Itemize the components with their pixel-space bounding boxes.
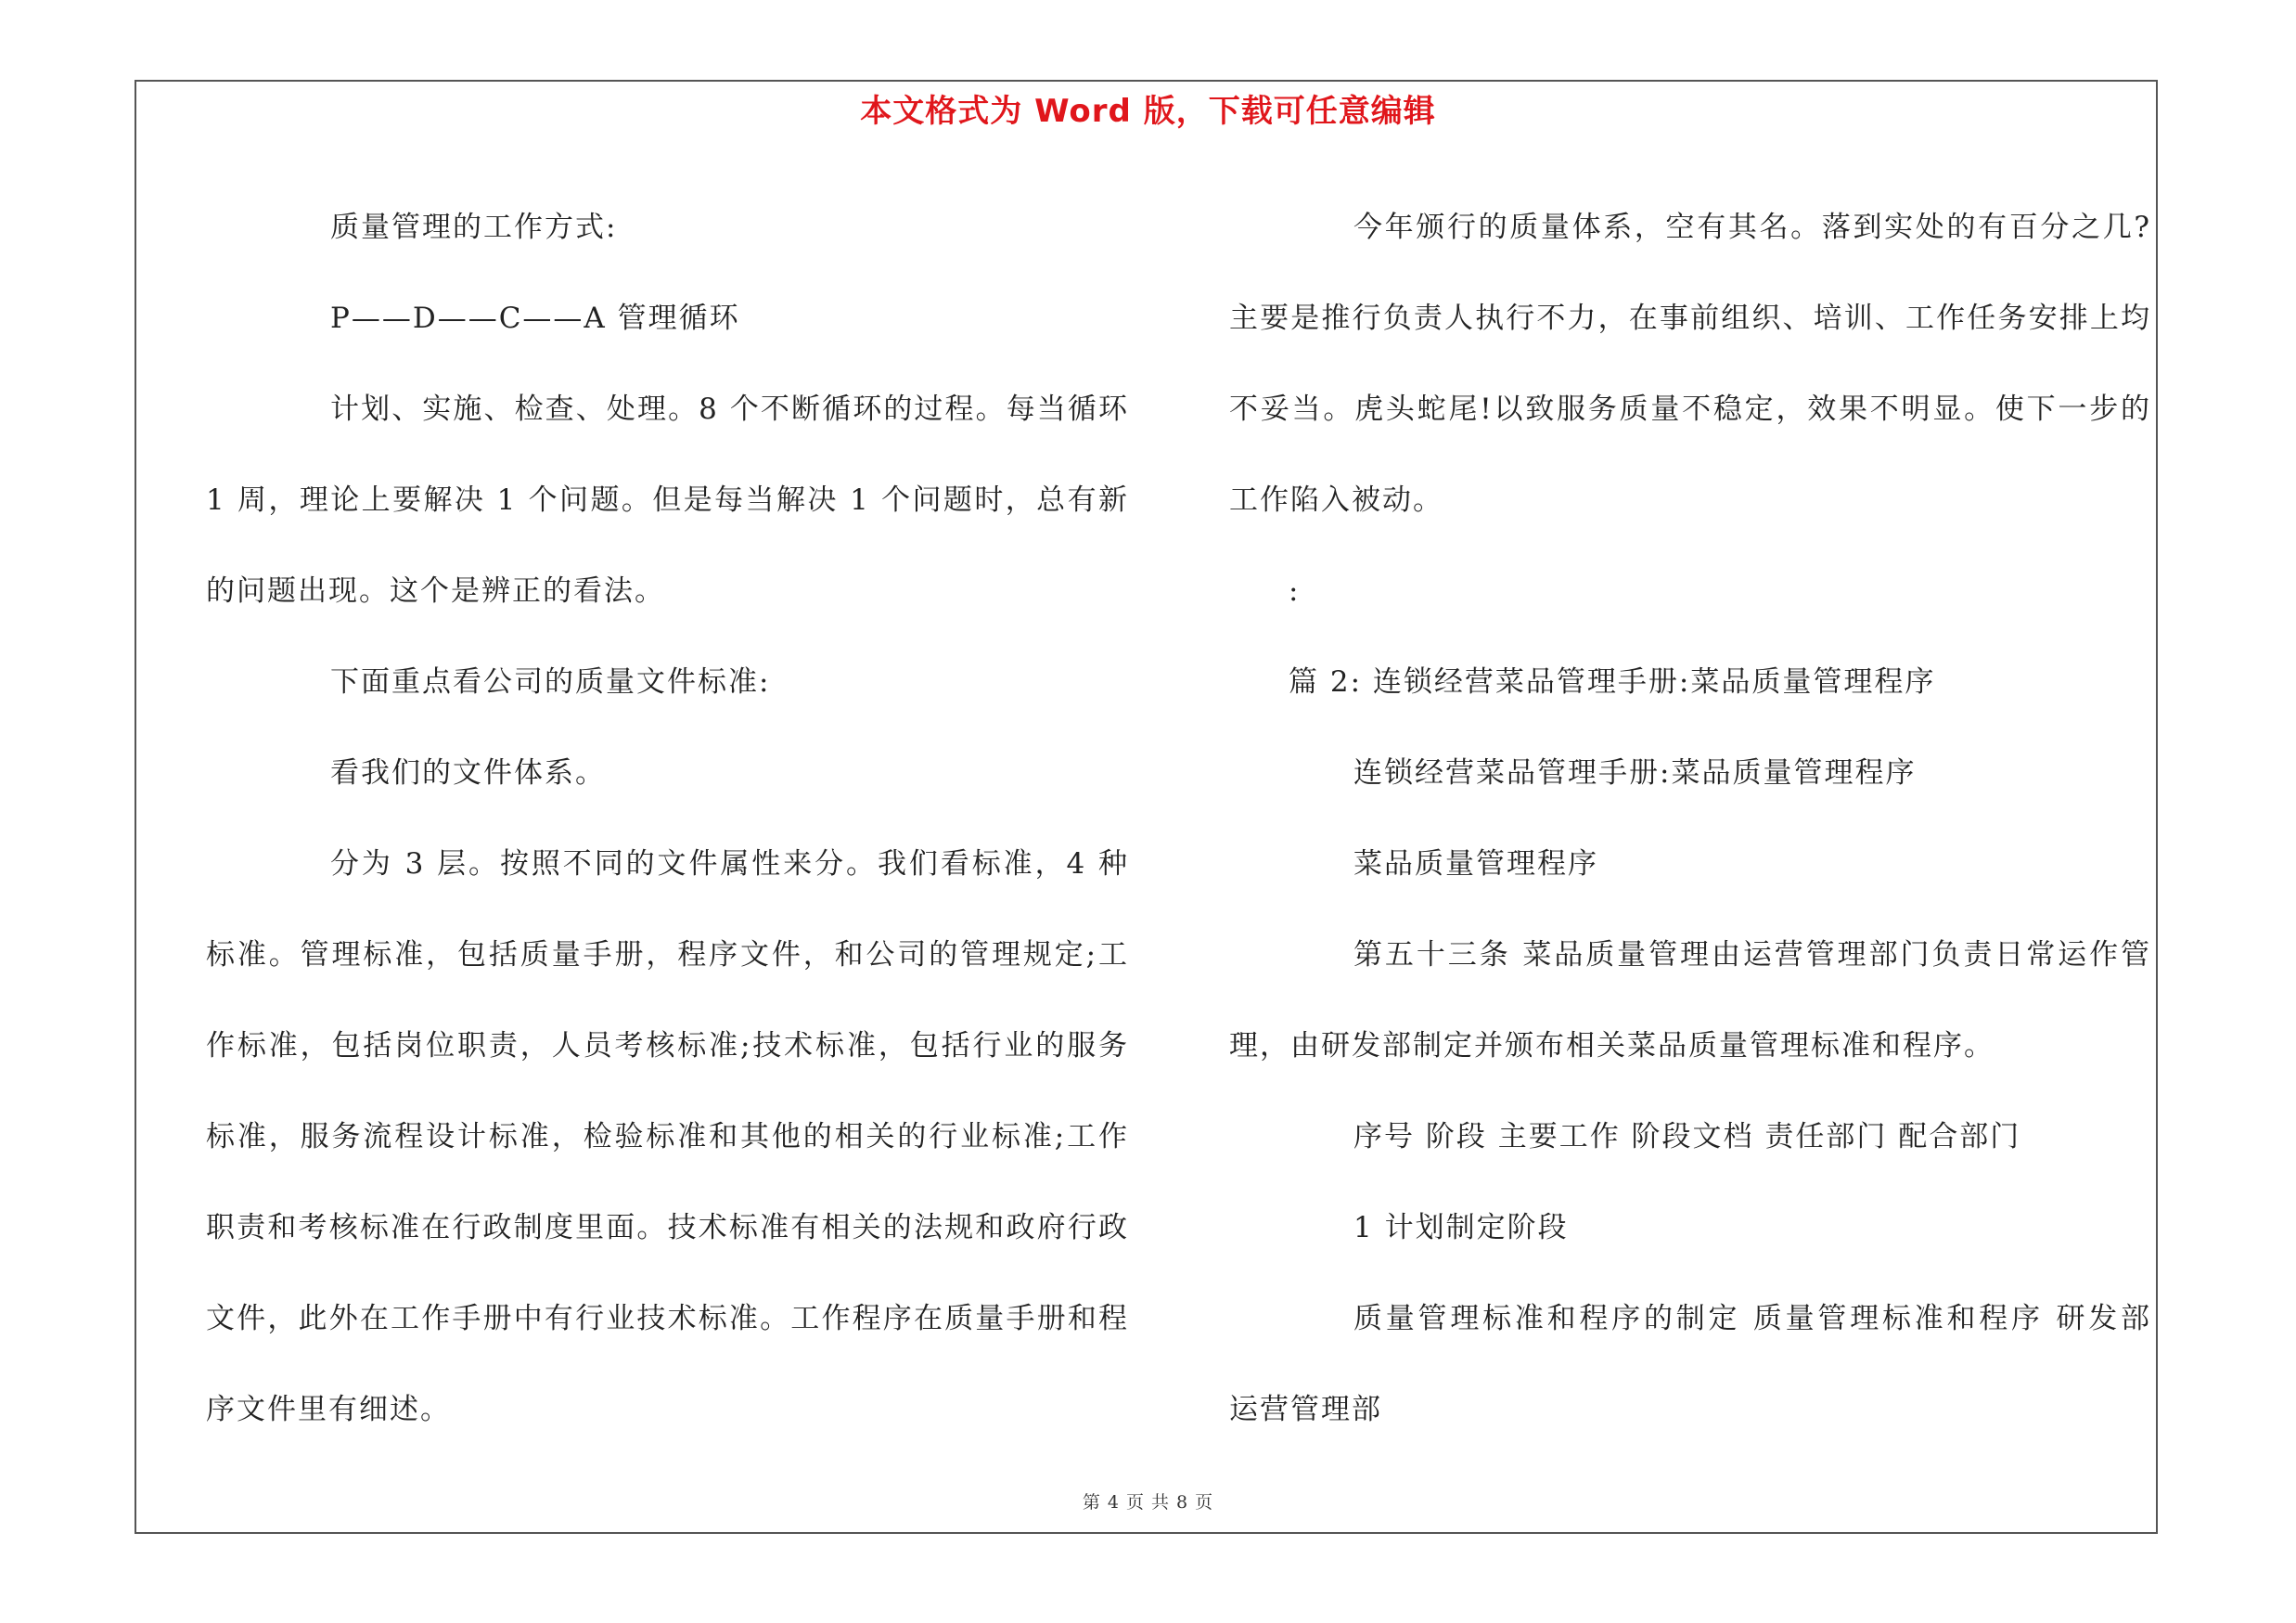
paragraph: 计划、实施、检查、处理。8 个不断循环的过程。每当循环 1 周，理论上要解决 1 个问题。但是每当解决 1 个问题时，总有新的问题出现。这个是辨正的看法。 bbox=[206, 393, 1129, 608]
paragraph: 质量管理的工作方式: bbox=[330, 211, 618, 244]
table-row: 质量管理标准和程序的制定 质量管理标准和程序 研发部 运营管理部 bbox=[1229, 1302, 2151, 1426]
paragraph: 菜品质量管理程序 bbox=[1353, 847, 1598, 881]
paragraph: 今年颁行的质量体系，空有其名。落到实处的有百分之几?主要是推行负责人执行不力，在事前组织、培训、工作任务安排上均不妥当。虎头蛇尾!以致服务质量不稳定，效果不明显。使下一步的工作陷入被动。 bbox=[1229, 211, 2151, 517]
right-column bbox=[1229, 182, 2151, 1455]
paragraph: 下面重点看公司的质量文件标准: bbox=[330, 665, 771, 699]
page-number: 第 4 页 共 8 页 bbox=[1082, 1492, 1214, 1513]
paragraph: 第五十三条 菜品质量管理由运营管理部门负责日常运作管理，由研发部制定并颁布相关菜品质量管理标准和程序。 bbox=[1229, 938, 2151, 1063]
paragraph: P——D——C——A 管理循环 bbox=[330, 302, 740, 335]
paragraph: 分为 3 层。按照不同的文件属性来分。我们看标准，4 种标准。管理标准，包括质量手册，程序文件，和公司的管理规定;工作标准，包括岗位职责，人员考核标准;技术标准，包括行业的服务标准，服务流程设计标准，检验标准和其他的相关的行业标准;工作职责和考核标准在行政制度里面。技术标准有相关的法规和政府行政文件，此外在工作手册中有行业技术标准。工作程序在质量手册和程序文件里有细述。 bbox=[206, 847, 1129, 1426]
section-heading: 篇 2: 连锁经营菜品管理手册:菜品质量管理程序 bbox=[1289, 665, 1936, 699]
paragraph: 看我们的文件体系。 bbox=[330, 756, 606, 790]
left-column bbox=[206, 182, 1129, 1455]
format-banner: 本文格式为 Word 版，下载可任意编辑 bbox=[860, 93, 1436, 130]
table-row: 1 计划制定阶段 bbox=[1353, 1211, 1569, 1244]
table-header-row: 序号 阶段 主要工作 阶段文档 责任部门 配合部门 bbox=[1353, 1120, 2021, 1153]
paragraph: 连锁经营菜品管理手册:菜品质量管理程序 bbox=[1353, 756, 1917, 790]
paragraph: : bbox=[1289, 574, 1301, 608]
